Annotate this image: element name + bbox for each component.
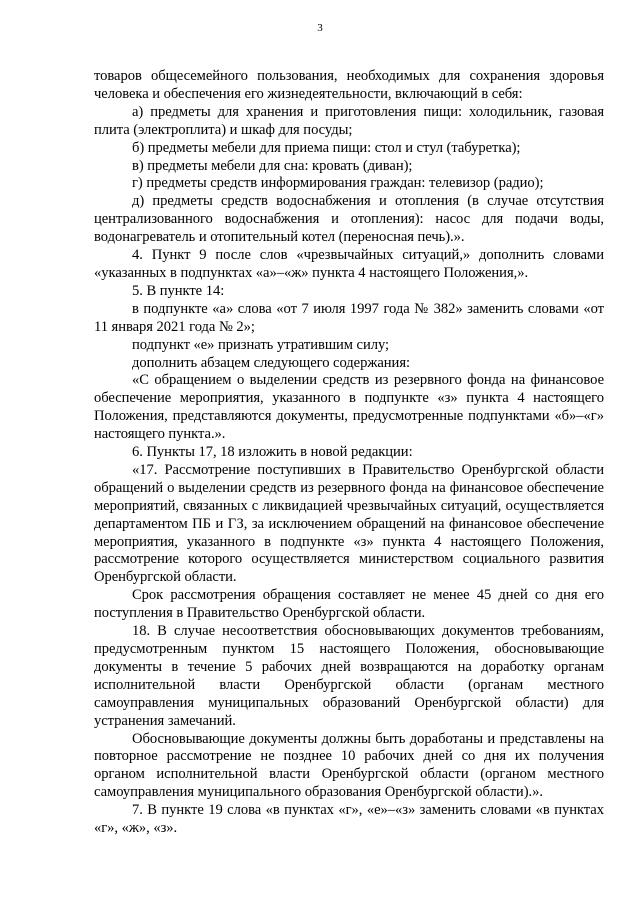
paragraph-item-d: д) предметы средств водоснабжения и отопления (в случае отсутствия централизованного водоснабжения и отопления): насос для подачи воды, водонагреватель и отопительный котел (переносная печь).».	[94, 193, 604, 246]
paragraph-revision-term: Обосновывающие документы должны быть доработаны и представлены на повторное рассмотрение не позднее 10 рабочих дней со дня их получения органом исполнительной власти Оренбургской области (органом местного самоуправления муниципального образования Оренбургской области).».	[94, 730, 604, 801]
paragraph-point-5: 5. В пункте 14:	[132, 282, 225, 299]
page-number: 3	[317, 22, 323, 34]
paragraph-item-v: в) предметы мебели для сна: кровать (диван);	[132, 157, 413, 174]
paragraph-clause-17: «17. Рассмотрение поступивших в Правительство Оренбургской области обращений о выделении средств из резервного фонда на финансовое обеспечение мероприятий, связанных с ликвидацией чрезвычайных ситуаций, осуществляется департаментом ПБ и ГЗ, за исключением обращений на финансовое обеспечение мероприятия, указанного в подпункте «з» пункта 4 настоящего Положения, рассмотрение которого осуществляется министерством социального развития Оренбургской области.	[94, 461, 604, 586]
paragraph-item-b: б) предметы мебели для приема пищи: стол и стул (табуретка);	[132, 139, 521, 156]
paragraph-clause-18: 18. В случае несоответствия обосновывающих документов требованиям, предусмотренным пунктом 15 настоящего Положения, обосновывающие документы в течение 5 рабочих дней возвращаются на доработку органам исполнительной власти Оренбургской области (органам местного самоуправления муниципальных образований Оренбургской области) для устранения замечаний.	[94, 623, 604, 729]
paragraph-new-clause: «С обращением о выделении средств из резервного фонда на финансовое обеспечение мероприятия, указанного в подпункте «з» пункта 4 настоящего Положения, представляются документы, предусмотренные подпунктами «б»–«г» настоящего пункта.».	[94, 372, 604, 443]
paragraph-subpoint-a: в подпункте «а» слова «от 7 июля 1997 года № 382» заменить словами «от 11 января 2021 года № 2»;	[94, 300, 604, 335]
paragraph-add-clause: дополнить абзацем следующего содержания:	[132, 354, 410, 371]
paragraph-item-g: г) предметы средств информирования граждан: телевизор (радио);	[132, 175, 544, 192]
paragraph-subpoint-e: подпункт «е» признать утратившим силу;	[132, 336, 390, 353]
paragraph-point-7: 7. В пункте 19 слова «в пунктах «г», «е»–«з» заменить словами «в пунктах «г», «ж», «з».	[94, 802, 604, 837]
document-body	[94, 68, 604, 838]
paragraph-item-a: а) предметы для хранения и приготовления пищи: холодильник, газовая плита (электроплита) и шкаф для посуды;	[94, 103, 604, 138]
paragraph-intro-continuation: товаров общесемейного пользования, необходимых для сохранения здоровья человека и обеспечения его жизнедеятельности, включающий в себя:	[94, 68, 604, 102]
paragraph-point-6: 6. Пункты 17, 18 изложить в новой редакции:	[132, 444, 413, 461]
paragraph-point-4: 4. Пункт 9 после слов «чрезвычайных ситуаций,» дополнить словами «указанных в подпунктах «а»–«ж» пункта 4 настоящего Положения,».	[94, 247, 604, 281]
paragraph-review-term: Срок рассмотрения обращения составляет не менее 45 дней со дня его поступления в Правительство Оренбургской области.	[94, 587, 604, 622]
